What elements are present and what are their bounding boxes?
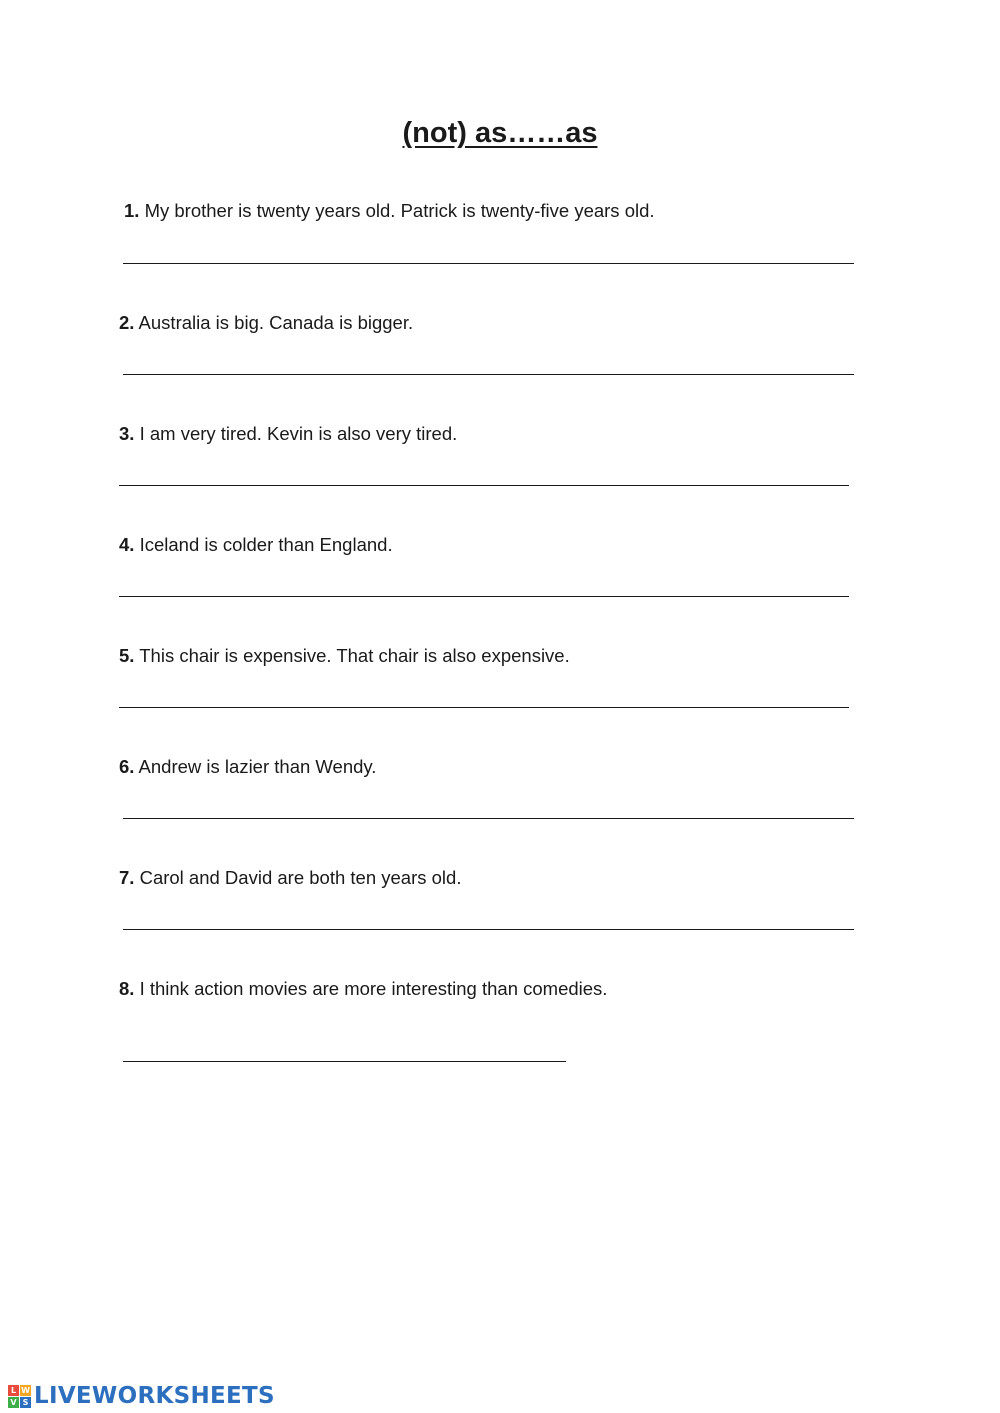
question-number: 8. [119, 978, 135, 999]
answer-line-2[interactable] [123, 374, 854, 375]
question-4 [119, 534, 393, 556]
question-number: 4. [119, 534, 135, 555]
question-text: Australia is big. Canada is bigger. [134, 312, 414, 333]
answer-line-3[interactable] [119, 485, 849, 486]
question-number: 1. [124, 200, 140, 221]
answer-line-4[interactable] [119, 596, 849, 597]
question-number: 6. [119, 756, 135, 777]
question-8 [119, 978, 607, 1000]
answer-line-8[interactable] [123, 1061, 566, 1062]
question-1 [124, 200, 655, 222]
question-text: Carol and David are both ten years old. [134, 867, 462, 888]
answer-line-7[interactable] [123, 929, 854, 930]
question-text: My brother is twenty years old. Patrick is twenty-five years old. [139, 200, 655, 221]
answer-line-1[interactable] [123, 263, 854, 264]
badge-letter: S [20, 1397, 31, 1408]
question-number: 5. [119, 645, 135, 666]
question-text: Iceland is colder than England. [134, 534, 393, 555]
question-7 [119, 867, 461, 889]
badge-letter: L [8, 1385, 19, 1396]
question-3 [119, 423, 457, 445]
badge-letter: V [8, 1397, 19, 1408]
question-text: Andrew is lazier than Wendy. [134, 756, 377, 777]
liveworksheets-logo[interactable] [8, 1381, 275, 1411]
badge-letter: W [21, 1385, 30, 1395]
worksheet-title: (not) as……as [402, 117, 598, 149]
question-number: 3. [119, 423, 135, 444]
logo-badge-icon [8, 1385, 31, 1408]
question-6 [119, 756, 376, 778]
answer-line-6[interactable] [123, 818, 854, 819]
question-2 [119, 312, 413, 334]
question-number: 7. [119, 867, 135, 888]
question-number: 2. [119, 312, 135, 333]
question-5 [119, 645, 570, 667]
answer-line-5[interactable] [119, 707, 849, 708]
question-text: I think action movies are more interesting than comedies. [134, 978, 608, 999]
question-text: This chair is expensive. That chair is also expensive. [134, 645, 570, 666]
question-text: I am very tired. Kevin is also very tired. [134, 423, 458, 444]
logo-text: LIVEWORKSHEETS [34, 1383, 275, 1409]
